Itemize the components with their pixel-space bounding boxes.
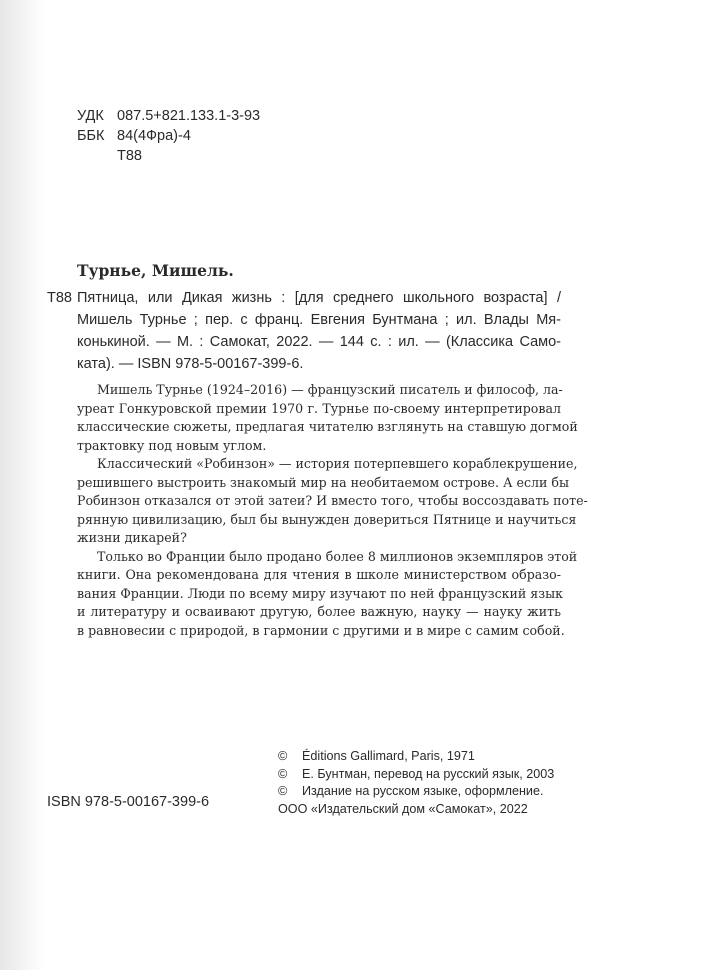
copyright-symbol: © <box>278 766 288 781</box>
annotation-line: рянную цивилизацию, был бы вынужден довериться Пятнице и научиться <box>77 511 577 527</box>
udk-value: 087.5+821.133.1-3-93 <box>117 108 261 124</box>
record-line: Пятница, или Дикая жизнь : [для среднего школьного возраста] / <box>77 290 561 306</box>
page-edge-shadow <box>0 0 44 970</box>
annotation-paragraph <box>77 548 578 641</box>
udk-row <box>77 106 260 126</box>
annotation-line: и литературу и осваивают другую, более важную, науку — науку жить <box>77 604 561 619</box>
annotation-line: решившего выстроить знакомый мир на необитаемом острове. А если бы <box>77 474 570 490</box>
annotation-paragraph <box>77 455 588 548</box>
annotation-line: Робинзон отказался от этой затеи? И вместо того, чтобы воссоздавать поте- <box>77 493 588 508</box>
annotation-paragraph <box>77 381 578 455</box>
copyright-symbol: © <box>278 784 288 798</box>
author-mark-top: Т88 <box>117 148 142 164</box>
annotation-line: жизни дикарей? <box>77 530 187 545</box>
bbk-label: ББК <box>77 128 105 144</box>
copyright-line: Éditions Gallimard, Paris, 1971 <box>302 749 475 763</box>
annotation-line: книги. Она рекомендована для чтения в школе министерством образо- <box>77 567 561 582</box>
record-line: конькиной. — М. : Самокат, 2022. — 144 с. : ил. — (Классика Само- <box>77 334 561 350</box>
bbk-row <box>77 126 260 146</box>
annotation <box>77 381 588 640</box>
annotation-line: Только во Франции было продано более 8 миллионов экземпляров этой <box>97 548 578 564</box>
bibliographic-record <box>77 287 561 375</box>
annotation-line: трактовку под новым углом. <box>77 437 267 453</box>
author-mark-side: Т88 <box>47 290 72 306</box>
bbk-value: 84(4Фра)-4 <box>117 128 191 144</box>
udk-label: УДК <box>77 108 104 124</box>
annotation-line: классические сюжеты, предлагая читателю взглянуть на ставшую догмой <box>77 419 578 434</box>
copyright-publisher-row <box>278 801 554 819</box>
copyright-line: Издание на русском языке, оформление. <box>302 784 544 798</box>
classification-block <box>77 106 260 166</box>
annotation-line: в равновесии с природой, в гармонии с другими и в мире с самим собой. <box>77 622 565 638</box>
annotation-line: уреат Гонкуровской премии 1970 г. Турнье по-своему интерпретировал <box>77 400 561 416</box>
copyright-symbol: © <box>278 749 288 763</box>
copyright-publisher: ООО «Издательский дом «Самокат», 2022 <box>278 801 528 816</box>
annotation-line: Мишель Турнье (1924–2016) — французский писатель и философ, ла- <box>97 382 563 397</box>
isbn: ISBN 978-5-00167-399-6 <box>47 794 210 810</box>
copyright-block <box>278 748 554 818</box>
record-line: Мишель Турнье ; пер. с франц. Евгения Бунтмана ; ил. Влады Мя- <box>77 312 561 328</box>
copyright-row <box>278 748 554 766</box>
author-heading: Турнье, Мишель. <box>77 261 234 280</box>
record-line: ката). — ISBN 978-5-00167-399-6. <box>77 356 304 372</box>
author-mark-row <box>77 146 260 166</box>
copyright-line: Е. Бунтман, перевод на русский язык, 2003 <box>302 766 555 781</box>
annotation-line: Классический «Робинзон» — история потерпевшего кораблекрушение, <box>97 456 578 471</box>
annotation-line: вания Франции. Люди по всему миру изучают по ней французский язык <box>77 585 564 601</box>
copyright-row <box>278 766 554 784</box>
copyright-row <box>278 783 554 801</box>
